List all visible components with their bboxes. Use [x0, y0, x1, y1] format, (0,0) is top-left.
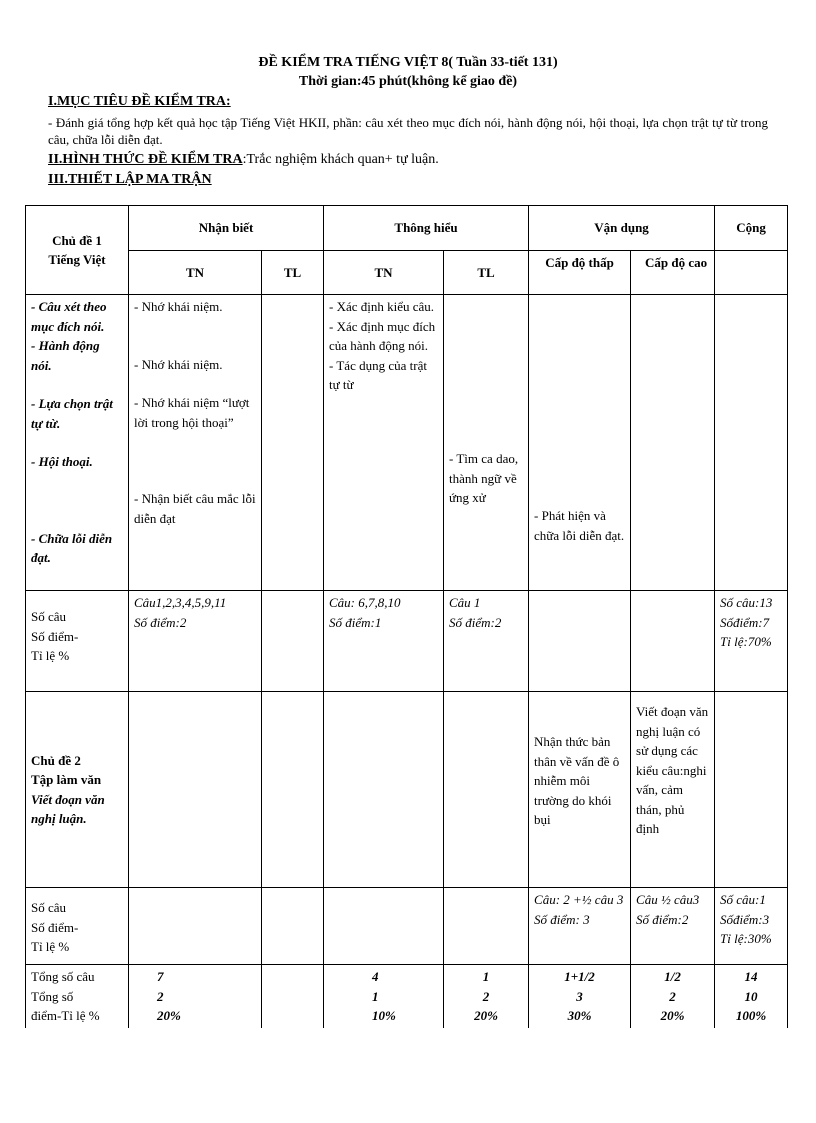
nhan-biet-header: Nhận biết	[129, 206, 324, 251]
th-tl-questions: Câu 1	[449, 595, 481, 610]
score-label: Số điểm-	[31, 628, 79, 644]
topic-header: Chủ đề 1 Tiếng Việt	[26, 206, 129, 295]
total-label: Tổng số	[31, 988, 74, 1004]
th-tn-header: TN	[324, 251, 444, 295]
th-tl-item: - Tìm ca dao, thành ngữ về ứng xử	[449, 451, 519, 505]
cong-ratio: Tỉ lệ:30%	[720, 931, 772, 946]
cong-score-cell	[715, 591, 788, 692]
vd-thap-topic2-cell: Nhận thức bản thân về vấn đề ô nhiễm môi trường do khói bụi	[529, 692, 631, 888]
topic-item: - Chữa lỗi diễn đạt.	[31, 530, 113, 565]
total-value: 2	[482, 988, 490, 1004]
score-label: Tỉ lệ %	[31, 939, 70, 954]
nb-item: - Nhớ khái niệm.	[134, 299, 223, 314]
total-value: 30%	[567, 1008, 592, 1023]
th-tl-cell	[444, 295, 529, 591]
th-tn-cell	[324, 295, 444, 591]
score-label: Tỉ lệ %	[31, 648, 70, 663]
section-3-heading: III.THIẾT LẬP MA TRẬN	[48, 172, 212, 187]
section-1	[48, 94, 231, 110]
th-tn-score-cell	[324, 591, 444, 692]
empty-cell	[262, 965, 324, 1028]
total-nb-cell	[129, 965, 262, 1028]
nb-item: - Nhận biết câu mắc lỗi diễn đạt	[134, 491, 256, 526]
objective-text: - Đánh giá tổng hợp kết quả học tập Tiếng Việt HKII, phần: câu xét theo mục đích nói, hành động nói, hội thoại, lựa chọn trật tự từ trong câu, chữa lỗi diễn đạt.	[48, 115, 768, 147]
nb-item: - Nhớ khái niệm.	[134, 356, 223, 372]
nb-score-cell	[129, 591, 262, 692]
empty-cell	[262, 692, 324, 888]
section-2-text: :Trắc nghiệm khách quan+ tự luận.	[242, 152, 439, 167]
topic-2-line: Viết đoạn văn nghị luận.	[31, 791, 105, 826]
total-cong-cell	[715, 965, 788, 1028]
th-item: - Xác định mục đích của hành động nói.	[329, 318, 436, 353]
score-label: Số câu	[31, 609, 67, 624]
section-3	[48, 172, 212, 188]
total-value: 20%	[660, 1008, 685, 1023]
header-row-2	[26, 251, 788, 295]
header-row-1	[26, 206, 788, 251]
total-value: 20%	[157, 1008, 181, 1023]
nb-tl-header: TL	[262, 251, 324, 295]
cong-points: Sốđiểm:3	[720, 911, 770, 927]
total-vd-cao-cell	[631, 965, 715, 1028]
section-2	[48, 152, 439, 168]
total-value: 1	[372, 988, 379, 1004]
empty-cell	[444, 888, 529, 965]
total-value: 14	[744, 969, 758, 984]
vd-thap-item: - Phát hiện và chữa lỗi diễn đạt.	[534, 508, 625, 543]
exam-time: Thời gian:45 phút(không kể giao đề)	[298, 74, 518, 89]
exam-title: ĐỀ KIỂM TRA TIẾNG VIỆT 8( Tuần 33-tiết 131)	[258, 55, 558, 70]
section-2-heading: II.HÌNH THỨC ĐỀ KIỂM TRA	[48, 152, 243, 167]
total-value: 4	[372, 969, 379, 984]
cong-questions: Số câu:1	[720, 892, 766, 907]
empty-cell	[262, 591, 324, 692]
vd-thap-cell	[529, 295, 631, 591]
th-tl-points: Số điểm:2	[449, 614, 502, 630]
section-1-heading: I.MỤC TIÊU ĐỀ KIỂM TRA:	[48, 94, 231, 109]
vd-thap-score-cell	[529, 888, 631, 965]
cong-score-cell	[715, 888, 788, 965]
total-value: 1/2	[664, 969, 681, 984]
cong-header-empty	[715, 251, 788, 295]
row-topics	[26, 295, 788, 591]
row-score-1	[26, 591, 788, 692]
total-th-tl-cell	[444, 965, 529, 1028]
topic-2-line: Chủ đề 2	[31, 752, 81, 768]
total-label: Tổng số câu	[31, 969, 95, 984]
matrix-table	[25, 205, 788, 1028]
total-value: 2	[669, 988, 676, 1004]
th-tl-header: TL	[444, 251, 529, 295]
total-value: 1	[482, 969, 490, 984]
total-value: 1+1/2	[564, 969, 595, 984]
vd-cao-score-cell	[631, 888, 715, 965]
topic-list-cell	[26, 295, 129, 591]
th-questions: Câu: 6,7,8,10	[329, 595, 401, 610]
nb-points: Số điểm:2	[134, 614, 187, 630]
topic-item: - Câu xét theo mục đích nói.	[31, 299, 107, 334]
total-value: 20%	[474, 1008, 498, 1023]
row-score-2	[26, 888, 788, 965]
topic-2-cell	[26, 692, 129, 888]
empty-cell	[529, 591, 631, 692]
vd-cao-cell	[631, 295, 715, 591]
total-value: 100%	[735, 1008, 767, 1023]
total-th-tn-cell	[324, 965, 444, 1028]
empty-cell	[631, 591, 715, 692]
vd-cao-questions: Câu ½ câu3	[636, 892, 700, 907]
van-dung-header: Vận dụng	[529, 206, 715, 251]
total-value: 3	[576, 988, 583, 1004]
cong-questions: Số câu:13	[720, 595, 773, 610]
row-total	[26, 965, 788, 1028]
total-value: 10%	[372, 1008, 396, 1023]
score-label: Số điểm-	[31, 919, 79, 935]
nb-tn-header: TN	[129, 251, 262, 295]
total-value: 10	[744, 988, 758, 1004]
total-label: điểm-Tỉ lệ %	[31, 1008, 100, 1023]
vd-cao-topic2-cell: Viết đoạn văn nghị luận có sử dụng các kiểu câu:nghi vấn, cảm thán, phủ định	[631, 692, 715, 888]
th-points: Số điểm:1	[329, 614, 382, 630]
empty-cell	[715, 692, 788, 888]
empty-cell	[129, 692, 262, 888]
nb-item: - Nhớ khái niệm “lượt lời trong hội thoại”	[134, 395, 250, 430]
th-tl-score-cell	[444, 591, 529, 692]
total-vd-thap-cell	[529, 965, 631, 1028]
topic-item: - Hành động nói.	[31, 338, 100, 373]
empty-cell	[324, 692, 444, 888]
th-item: - Xác định kiểu câu.	[329, 299, 435, 314]
vd-thap-points: Số điểm: 3	[534, 911, 590, 927]
nb-questions: Câu1,2,3,4,5,9,11	[134, 595, 227, 610]
row-topic-2	[26, 692, 788, 888]
score-label: Số câu	[31, 900, 67, 915]
topic-2-line: Tập làm văn	[31, 772, 102, 787]
cong-points: Sốđiểm:7	[720, 614, 770, 630]
cap-cao-header: Cấp độ cao	[631, 251, 715, 295]
nb-tn-cell	[129, 295, 262, 591]
vd-cao-points: Số điểm:2	[636, 911, 689, 927]
cong-header: Cộng	[715, 206, 788, 251]
cong-cell	[715, 295, 788, 591]
total-value: 2	[157, 988, 164, 1004]
topic-item: - Lựa chọn trật tự từ.	[31, 396, 113, 431]
nb-tl-cell	[262, 295, 324, 591]
total-label-cell	[26, 965, 129, 1028]
vd-thap-questions: Câu: 2 +½ câu 3	[534, 892, 624, 907]
empty-cell	[444, 692, 529, 888]
cong-ratio: Tỉ lệ:70%	[720, 634, 772, 649]
th-item: - Tác dụng của trật tự từ	[329, 357, 427, 392]
empty-cell	[324, 888, 444, 965]
cap-thap-header: Cấp độ thấp	[529, 251, 631, 295]
empty-cell	[129, 888, 262, 965]
empty-cell	[262, 888, 324, 965]
score-label-cell	[26, 888, 129, 965]
thong-hieu-header: Thông hiểu	[324, 206, 529, 251]
topic-item: - Hội thoại.	[31, 454, 93, 469]
total-value: 7	[157, 969, 164, 984]
score-label-cell	[26, 591, 129, 692]
